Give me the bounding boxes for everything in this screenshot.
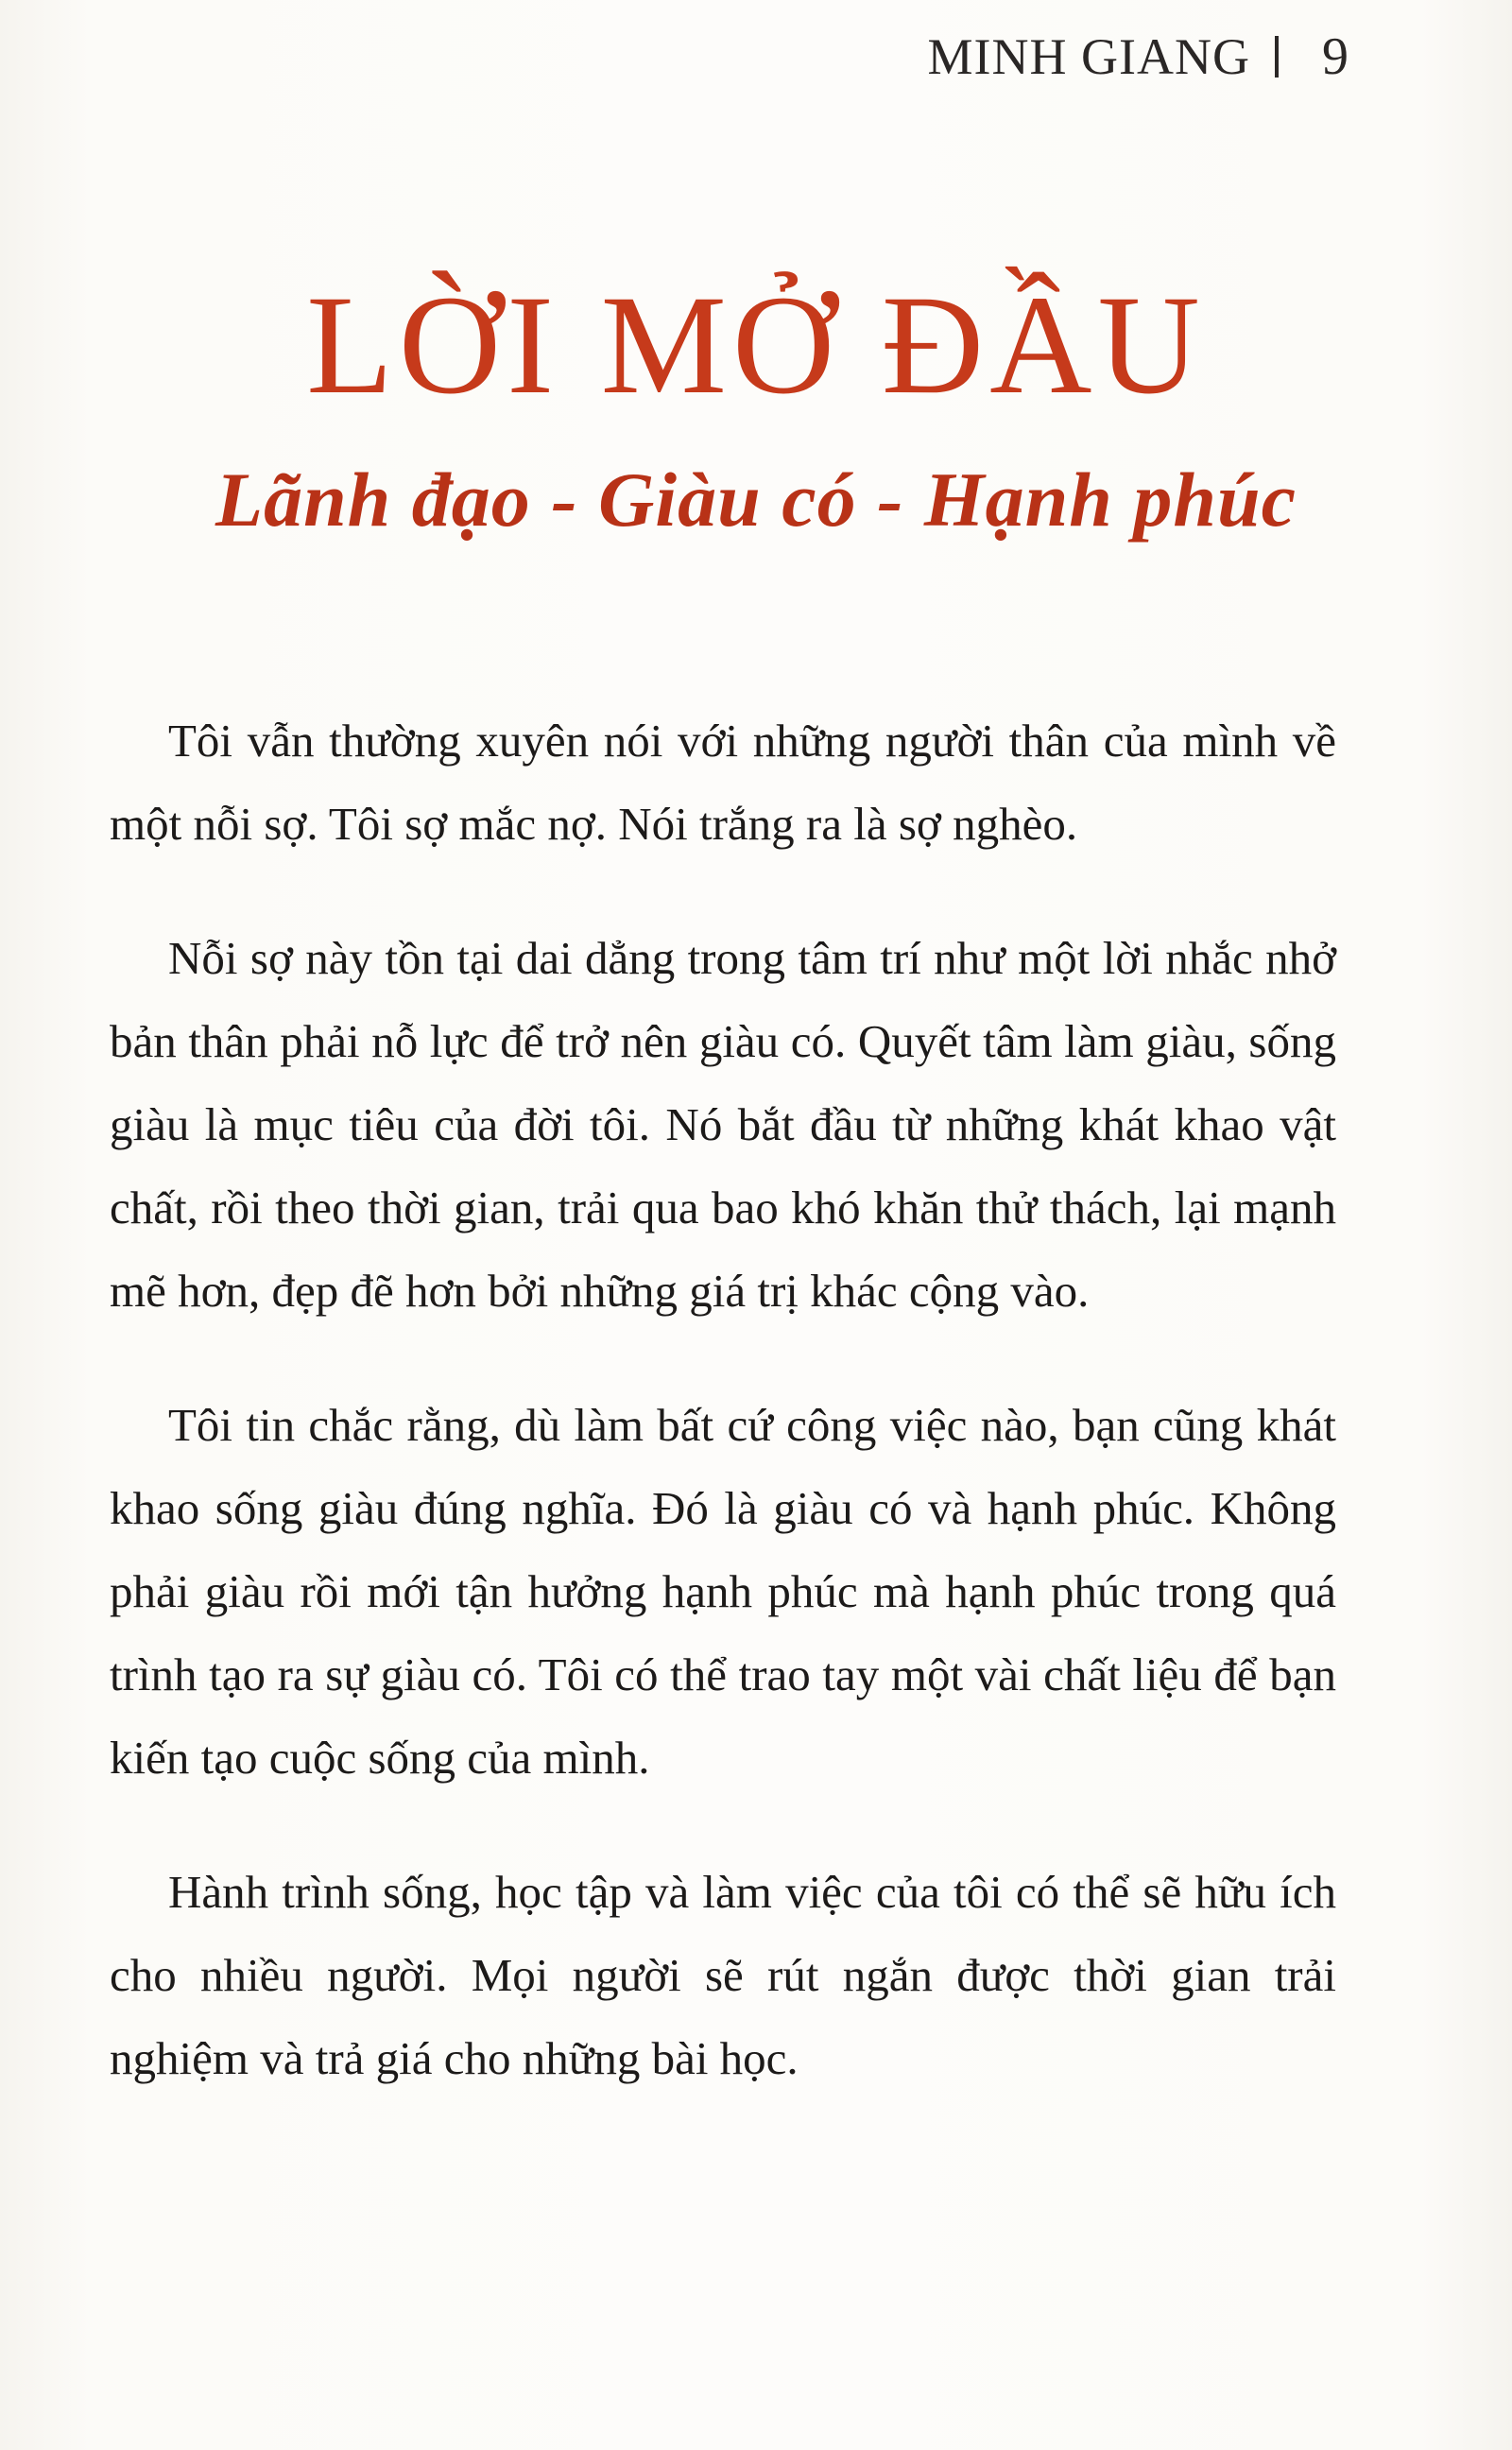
running-header — [928, 26, 1349, 87]
paragraph: Nỗi sợ này tồn tại dai dẳng trong tâm trí như một lời nhắc nhở bản thân phải nỗ lực để trở nên giàu có. Quyết tâm làm giàu, sống giàu là mục tiêu của đời tôi. Nó bắt đầu từ những khát khao vật chất, rồi theo thời gian, trải qua bao khó khăn thử thách, lại mạnh mẽ hơn, đẹp đẽ hơn bởi những giá trị khác cộng vào. — [110, 932, 1336, 1317]
header-separator — [1275, 36, 1279, 78]
header-author: MINH GIANG — [927, 28, 1250, 85]
chapter-title: LỜI MỞ ĐẦU — [306, 267, 1206, 423]
body-text — [110, 699, 1336, 2151]
page-number: 9 — [1322, 27, 1349, 86]
chapter-subtitle: Lãnh đạo - Giàu có - Hạnh phúc — [215, 457, 1297, 543]
paragraph: Hành trình sống, học tập và làm việc của tôi có thể sẽ hữu ích cho nhiều người. Mọi người sẽ rút ngắn được thời gian trải nghiệm và trả giá cho những bài học. — [110, 1866, 1336, 2084]
paragraph: Tôi tin chắc rằng, dù làm bất cứ công việc nào, bạn cũng khát khao sống giàu đúng nghĩa. Đó là giàu có và hạnh phúc. Không phải giàu rồi mới tận hưởng hạnh phúc mà hạnh phúc trong quá trình tạo ra sự giàu có. Tôi có thể trao tay một vài chất liệu để bạn kiến tạo cuộc sống của mình. — [110, 1399, 1336, 1784]
paragraph: Tôi vẫn thường xuyên nói với những người thân của mình về một nỗi sợ. Tôi sợ mắc nợ. Nói trắng ra là sợ nghèo. — [110, 715, 1336, 850]
